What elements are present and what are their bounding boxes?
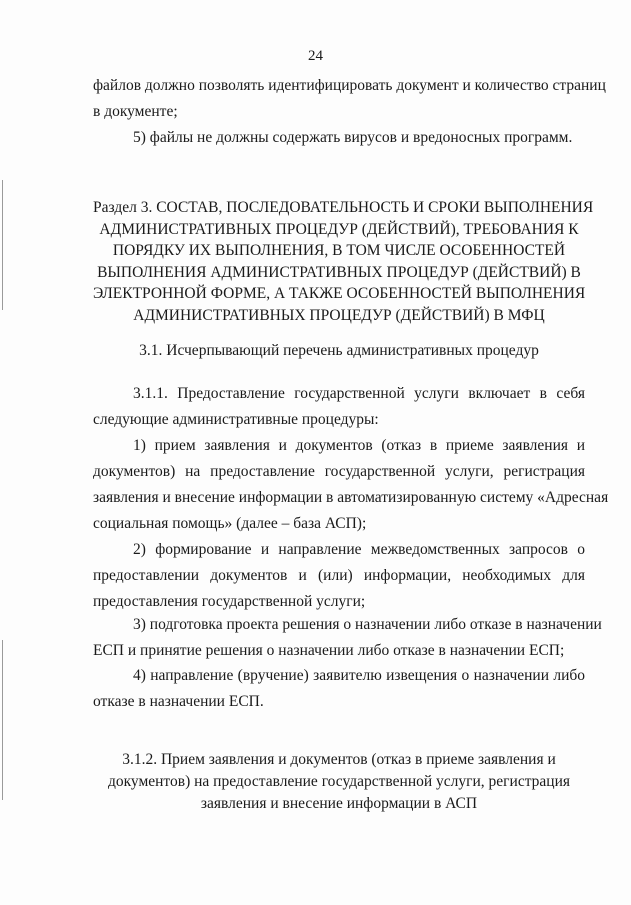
- heading-line: 3.1.2. Прием заявления и документов (отказ в приеме заявления и: [122, 751, 556, 768]
- list-item-3: [93, 612, 602, 664]
- text-line: 3.1.1. Предоставление государственной услуги включает в себя: [133, 385, 585, 402]
- text-line: в документе;: [93, 103, 178, 120]
- heading-line: АДМИНИСТРАТИВНЫХ ПРОЦЕДУР (ДЕЙСТВИЙ), ТРЕБОВАНИЯ К: [99, 220, 579, 238]
- text-line: файлов должно позволять идентифицировать документ и количество страниц: [93, 77, 606, 94]
- paragraph-3-1-1: [93, 381, 585, 433]
- text-line: 1) прием заявления и документов (отказ в приеме заявления и: [133, 437, 585, 454]
- text-line: 5) файлы не должны содержать вирусов и вредоносных программ.: [133, 129, 573, 146]
- text-line: 3) подготовка проекта решения о назначении либо отказе в назначении: [133, 616, 602, 633]
- text-line: ЕСП и принятие решения о назначении либо отказе в назначении ЕСП;: [93, 642, 565, 659]
- list-item-4: [93, 663, 585, 715]
- text-line: 4) направление (вручение) заявителю извещения о назначении либо: [133, 667, 585, 684]
- text-line: заявления и внесение информации в автоматизированную систему «Адресная: [93, 489, 609, 506]
- text-line: предоставления государственной услуги;: [93, 593, 366, 610]
- heading-line: заявления и внесение информации в АСП: [200, 795, 478, 812]
- text-line: документов) на предоставление государственной услуги, регистрация: [93, 463, 585, 480]
- text-line: отказе в назначении ЕСП.: [93, 693, 264, 710]
- list-item-5: [93, 125, 585, 151]
- heading-line: ВЫПОЛНЕНИЯ АДМИНИСТРАТИВНЫХ ПРОЦЕДУР (ДЕЙСТВИЙ) В: [97, 263, 581, 281]
- list-item-1: [93, 433, 609, 537]
- subsection-heading-3-1-2: [93, 749, 585, 815]
- page-number: 24: [308, 48, 323, 64]
- text-line: предоставлении документов и (или) информации, необходимых для: [93, 567, 585, 584]
- heading-line: АДМИНИСТРАТИВНЫХ ПРОЦЕДУР (ДЕЙСТВИЙ) В МФЦ: [133, 306, 545, 324]
- heading-line: ЭЛЕКТРОННОЙ ФОРМЕ, А ТАКЖЕ ОСОБЕННОСТЕЙ ВЫПОЛНЕНИЯ: [93, 285, 586, 302]
- heading-line: ПОРЯДКУ ИХ ВЫПОЛНЕНИЯ, В ТОМ ЧИСЛЕ ОСОБЕННОСТЕЙ: [112, 242, 566, 259]
- subsection-heading-3-1: [93, 340, 585, 362]
- section-heading: [93, 197, 594, 326]
- scan-edge-mark: [2, 180, 3, 310]
- heading-line: документов) на предоставление государственной услуги, регистрация: [107, 773, 571, 790]
- text-line: 2) формирование и направление межведомственных запросов о: [133, 541, 585, 558]
- text-line: следующие административные процедуры:: [93, 411, 379, 428]
- list-item-2: [93, 537, 585, 615]
- heading-line: Раздел 3. СОСТАВ, ПОСЛЕДОВАТЕЛЬНОСТЬ И СРОКИ ВЫПОЛНЕНИЯ: [93, 199, 594, 216]
- intro-paragraph: [93, 73, 606, 125]
- scan-edge-mark: [2, 640, 3, 800]
- heading-line: 3.1. Исчерпывающий перечень административных процедур: [139, 342, 539, 359]
- text-line: социальная помощь» (далее – база АСП);: [93, 515, 367, 532]
